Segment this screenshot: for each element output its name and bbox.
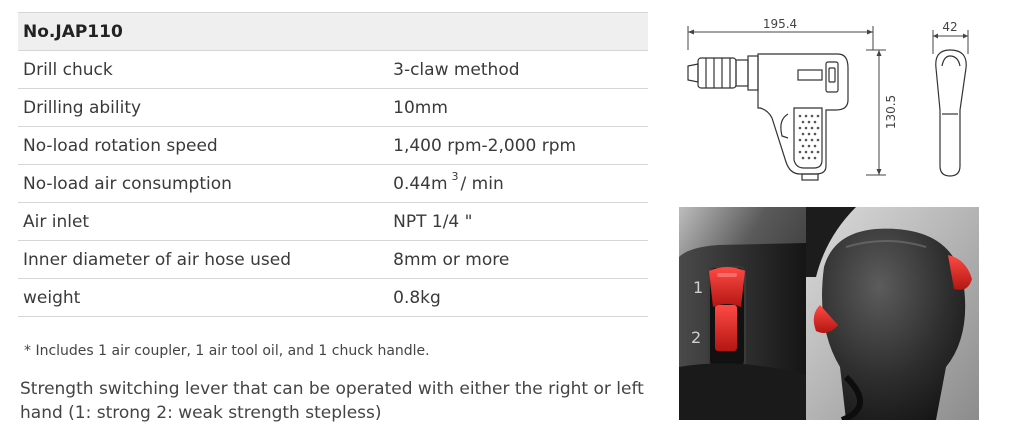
drill-rear-photo [806,207,979,420]
spec-value: 0.8kg [388,279,648,317]
air-consumption-value: 0.44m [393,173,448,194]
spec-label: Drilling ability [18,89,388,127]
spec-value: NPT 1/4 " [388,203,648,241]
spec-row [18,127,648,165]
height-dimension [866,50,898,175]
drill-rear-view [936,50,966,176]
lever-closeup-illustration [679,207,806,420]
spec-value [388,165,648,203]
width-dimension [688,17,873,50]
spec-label: Inner diameter of air hose used [18,241,388,279]
lever-description: Strength switching lever that can be operated with either the right or left hand (1: strong 2: weak strength stepless) [20,379,644,423]
spec-header-row [18,13,648,51]
spec-table [18,12,648,317]
drill-rear-illustration [806,207,979,420]
spec-value: 10mm [388,89,648,127]
spec-label: weight [18,279,388,317]
accessories-note: * Includes 1 air coupler, 1 air tool oil, and 1 chuck handle. [24,343,430,359]
spec-row [18,51,648,89]
spec-row [18,165,648,203]
depth-dimension [933,20,968,54]
superscript-cubed: 3 [451,169,459,183]
width-dim-label: 195.4 [762,17,798,31]
spec-label: No-load air consumption [18,165,388,203]
spec-label: Air inlet [18,203,388,241]
model-number: No.JAP110 [18,13,648,51]
spec-value: 8mm or more [388,241,648,279]
depth-dim-label: 42 [942,20,958,34]
spec-label: No-load rotation speed [18,127,388,165]
spec-value: 3-claw method [388,51,648,89]
spec-value: 1,400 rpm-2,000 rpm [388,127,648,165]
spec-row [18,89,648,127]
air-consumption-unit: / min [460,173,504,194]
height-dim-label: 130.5 [884,94,898,130]
dimension-drawing [676,10,1006,195]
lever-position-1: 1 [693,278,704,297]
spec-row [18,241,648,279]
drill-side-view [688,54,848,180]
spec-label: Drill chuck [18,51,388,89]
spec-row [18,203,648,241]
lever-closeup-photo [679,207,806,420]
grip-texture [799,115,820,160]
lever-position-2: 2 [691,328,702,347]
spec-row [18,279,648,317]
